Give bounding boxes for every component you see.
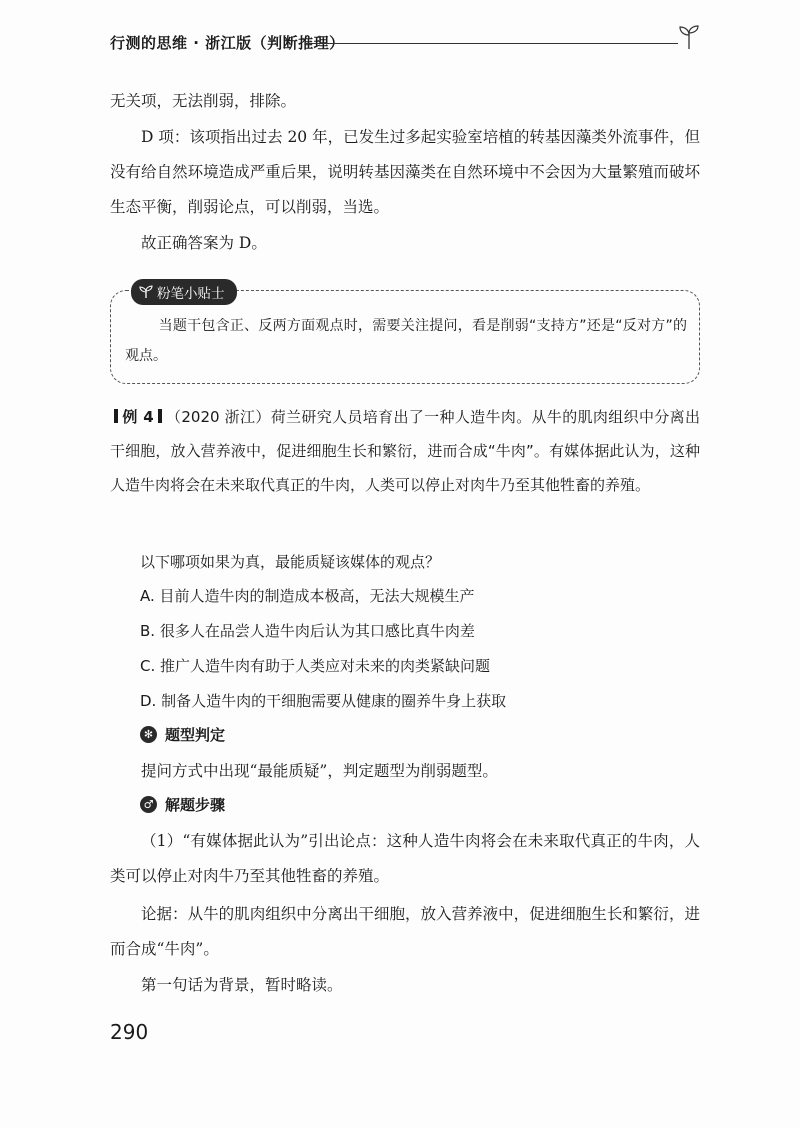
paragraph-answer: 故正确答案为 D。 [141, 234, 267, 252]
sprout-icon [678, 24, 700, 50]
header-title: 行测的思维 · 浙江版（判断推理） [110, 32, 353, 53]
example-marker [158, 409, 162, 423]
example-tag-text: 例 4 [122, 408, 154, 426]
sprout-icon [139, 285, 153, 299]
question-stem: 以下哪项如果为真，最能质疑该媒体的观点？ [140, 553, 441, 571]
option-c: C. 推广人造牛肉有助于人类应对未来的肉类紧缺问题 [140, 657, 491, 675]
paragraph-option-d: D 项：该项指出过去 20 年，已发生过多起实验室培植的转基因藻类外流事件，但没有给自然环境造成严重后果，说明转基因藻类在自然环境中不会因为大量繁殖而破坏生态平衡，削弱论点，可以削弱，当选。 [110, 128, 700, 216]
tip-text: 当题干包含正、反两方面观点时，需要关注提问，看是削弱“支持方”还是“反对方”的观点。 [125, 318, 687, 364]
argument-text: 论据：从牛的肌肉组织中分离出干细胞，放入营养液中，促进细胞生长和繁衍，进而合成“牛肉”。 [110, 905, 700, 958]
tip-box [110, 286, 700, 384]
example-tag [110, 408, 166, 426]
example-marker [114, 409, 118, 423]
type-judgment-text: 提问方式中出现“最能质疑”，判定题型为削弱题型。 [141, 762, 498, 780]
tip-label-text: 粉笔小贴士 [157, 286, 225, 302]
running-header [110, 30, 700, 58]
example-body: （2020 浙江）荷兰研究人员培育出了一种人造牛肉。从牛的肌肉组织中分离出干细胞，放入营养液中，促进细胞生长和繁衍，进而合成“牛肉”。有媒体据此认为，这种人造牛肉将会在未来取代真正的牛肉，人类可以停止对肉牛乃至其他牲畜的养殖。 [110, 408, 700, 494]
example-block [110, 400, 700, 502]
tip-label [131, 279, 237, 305]
option-d: D. 制备人造牛肉的干细胞需要从健康的圈养牛身上获取 [140, 692, 507, 710]
background-text: 第一句话为背景，暂时略读。 [141, 976, 343, 994]
header-rule [305, 43, 678, 44]
section-heading-steps [140, 794, 225, 815]
step-1-text: （1）“有媒体据此认为”引出论点：这种人造牛肉将会在未来取代真正的牛肉，人类可以停止对肉牛乃至其他牲畜的养殖。 [110, 832, 700, 885]
section-title: 题型判定 [165, 726, 226, 744]
key-icon: ♂ [140, 796, 157, 813]
option-a: A. 目前人造牛肉的制造成本极高，无法大规模生产 [140, 587, 475, 605]
option-b: B. 很多人在品尝人造牛肉后认为其口感比真牛肉差 [140, 622, 475, 640]
section-heading-type [140, 724, 225, 745]
section-title: 解题步骤 [165, 796, 226, 814]
gear-icon: ✻ [140, 726, 157, 743]
page-number: 290 [110, 1020, 149, 1044]
paragraph-conclusion: 无关项，无法削弱，排除。 [110, 92, 297, 110]
